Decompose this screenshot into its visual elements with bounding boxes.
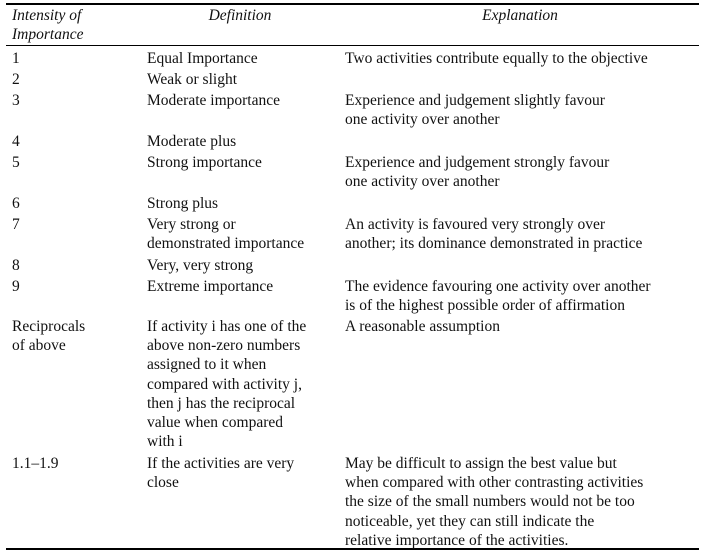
row-5-definition: Strong importance	[147, 154, 262, 171]
row-3-definition: Moderate importance	[147, 92, 280, 109]
row-9-explanation: The evidence favouring one activity over another is of the highest possible order of affirmation	[345, 278, 651, 315]
row-reciprocals-intensity: Reciprocals of above	[12, 318, 86, 355]
row-decimal-intensity: 1.1–1.9	[12, 455, 59, 472]
row-2-intensity: 2	[12, 71, 20, 88]
row-9-definition: Extreme importance	[147, 278, 274, 295]
row-3-explanation: Experience and judgement slightly favour one activity over another	[345, 92, 605, 129]
row-reciprocals-definition: If activity i has one of the above non-zero numbers assigned to it when compared with activity j, then j has the reciprocal value when compared with i	[147, 318, 307, 451]
row-1-definition: Equal Importance	[147, 50, 258, 67]
header-explanation: Explanation	[482, 7, 558, 24]
row-1-intensity: 1	[12, 50, 20, 67]
table-top-rule	[6, 3, 699, 5]
row-4-definition: Moderate plus	[147, 133, 237, 150]
row-9-intensity: 9	[12, 278, 20, 295]
row-7-explanation: An activity is favoured very strongly over another; its dominance demonstrated in practice	[345, 216, 643, 253]
row-decimal-explanation: May be difficult to assign the best value but when compared with other contrasting activities the size of the small numbers would not be too noticeable, yet they can still indicate the relative importance of the activities.	[345, 455, 644, 549]
row-7-intensity: 7	[12, 216, 20, 233]
row-reciprocals-explanation: A reasonable assumption	[345, 318, 500, 335]
row-2-definition: Weak or slight	[147, 71, 238, 88]
row-decimal-definition: If the activities are very close	[147, 455, 295, 492]
row-6-intensity: 6	[12, 195, 20, 212]
row-4-intensity: 4	[12, 133, 20, 150]
row-1-explanation: Two activities contribute equally to the objective	[345, 50, 648, 67]
header-intensity: Intensity of Importance	[12, 7, 84, 43]
row-8-intensity: 8	[12, 257, 20, 274]
header-definition: Definition	[208, 7, 272, 24]
row-8-definition: Very, very strong	[147, 257, 254, 274]
row-5-intensity: 5	[12, 154, 20, 171]
table-header-rule	[6, 45, 699, 46]
row-5-explanation: Experience and judgement strongly favour one activity over another	[345, 154, 610, 191]
row-7-definition: Very strong or demonstrated importance	[147, 216, 305, 253]
row-3-intensity: 3	[12, 92, 20, 109]
row-6-definition: Strong plus	[147, 195, 219, 212]
